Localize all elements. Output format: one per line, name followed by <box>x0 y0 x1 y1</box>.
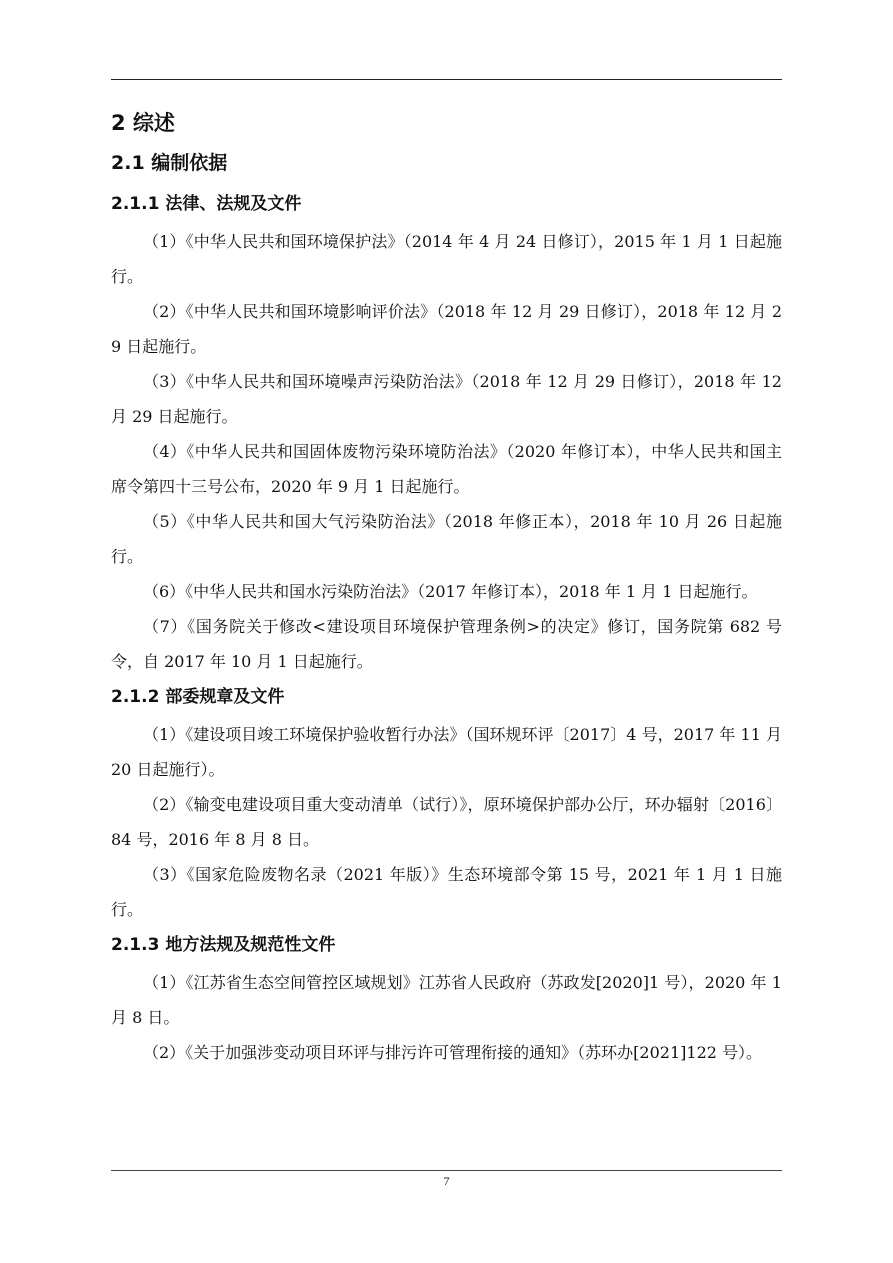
list-item: （3）《国家危险废物名录（2021 年版）》生态环境部令第 15 号，2021 年 1 月 1 日施行。 <box>111 865 782 919</box>
list-item: （5）《中华人民共和国大气污染防治法》（2018 年修正本），2018 年 10 月 26 日起施行。 <box>111 512 782 566</box>
subsection-laws <box>111 186 782 679</box>
section-title: 2.1 编制依据 <box>111 152 228 174</box>
subsection-title: 2.1.1 法律、法规及文件 <box>111 194 302 214</box>
list-item: （7）《国务院关于修改<建设项目环境保护管理条例>的决定》修订，国务院第 682 号令，自 2017 年 10 月 1 日起施行。 <box>111 617 782 671</box>
page-number: 7 <box>443 1174 450 1188</box>
footer-rule <box>111 1170 782 1171</box>
list-item: （1）《中华人民共和国环境保护法》（2014 年 4 月 24 日修订），2015 年 1 月 1 日起施行。 <box>111 232 782 286</box>
subsection-title: 2.1.2 部委规章及文件 <box>111 687 285 707</box>
list-item: （4）《中华人民共和国固体废物污染环境防治法》（2020 年修订本），中华人民共和国主席令第四十三号公布，2020 年 9 月 1 日起施行。 <box>111 442 782 496</box>
subsection-title: 2.1.3 地方法规及规范性文件 <box>111 935 336 955</box>
subsection-ministry-rules <box>111 679 782 927</box>
header-rule <box>111 79 782 80</box>
list-item: （2）《中华人民共和国环境影响评价法》（2018 年 12 月 29 日修订），2018 年 12 月 29 日起施行。 <box>111 302 782 356</box>
list-item: （3）《中华人民共和国环境噪声污染防治法》（2018 年 12 月 29 日修订），2018 年 12 月 29 日起施行。 <box>111 372 782 426</box>
subsection-local-regulations <box>111 927 782 1070</box>
list-item: （1）《建设项目竣工环境保护验收暂行办法》（国环规环评〔2017〕4 号，2017 年 11 月 20 日起施行）。 <box>111 725 782 779</box>
list-item: （2）《关于加强涉变动项目环评与排污许可管理衔接的通知》（苏环办[2021]122 号）。 <box>143 1043 763 1062</box>
chapter-title: 2 综述 <box>111 111 175 135</box>
list-item: （2）《输变电建设项目重大变动清单（试行）》，原环境保护部办公厅，环办辐射〔2016〕84 号，2016 年 8 月 8 日。 <box>111 795 782 849</box>
document-body <box>111 104 782 1070</box>
list-item: （6）《中华人民共和国水污染防治法》（2017 年修订本），2018 年 1 月 1 日起施行。 <box>143 582 758 601</box>
list-item: （1）《江苏省生态空间管控区域规划》江苏省人民政府（苏政发[2020]1 号），2020 年 1 月 8 日。 <box>111 973 782 1027</box>
